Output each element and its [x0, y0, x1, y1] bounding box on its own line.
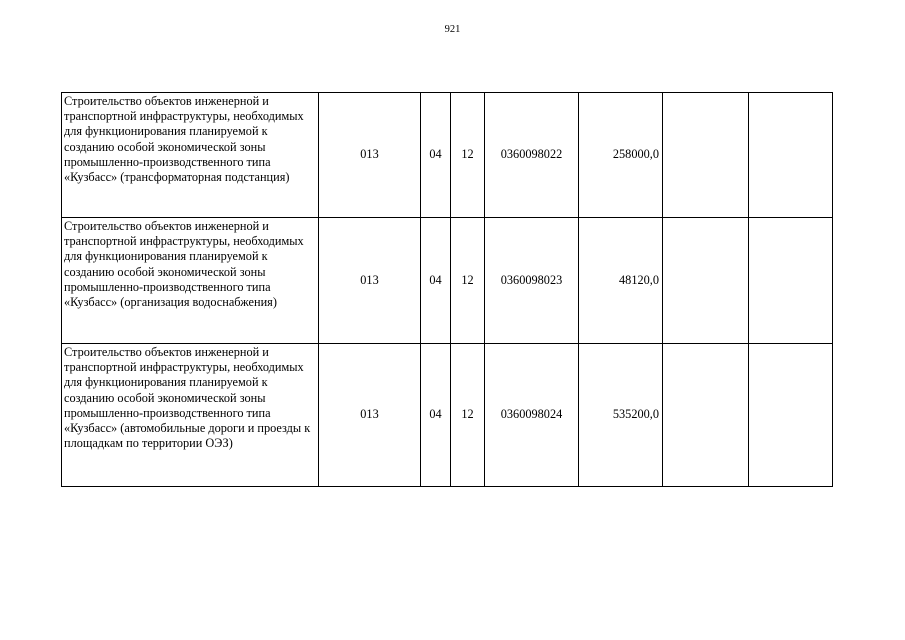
table-row	[62, 344, 833, 487]
row-description: Строительство объектов инженерной и транспортной инфраструктуры, необходимых для функционирования планируемой к созданию особой экономической зоны промышленно-производственного типа «Кузбасс» (автомобильные дороги и проезды к площадкам по территории ОЭЗ)	[62, 344, 319, 487]
section-cell: 04	[421, 93, 451, 218]
amount-cell: 48120,0	[579, 218, 663, 344]
empty-cell	[663, 218, 749, 344]
section-cell: 04	[421, 218, 451, 344]
empty-cell	[749, 93, 833, 218]
amount-cell: 535200,0	[579, 344, 663, 487]
empty-cell	[749, 344, 833, 487]
table-row	[62, 93, 833, 218]
target-item-cell: 0360098024	[485, 344, 579, 487]
page-number: 921	[444, 24, 461, 35]
subsection-cell: 12	[451, 93, 485, 218]
subsection-cell: 12	[451, 218, 485, 344]
amount-cell: 258000,0	[579, 93, 663, 218]
empty-cell	[663, 344, 749, 487]
table-row	[62, 218, 833, 344]
ministry-code-cell: 013	[319, 344, 421, 487]
target-item-cell: 0360098022	[485, 93, 579, 218]
budget-table	[61, 92, 833, 487]
ministry-code-cell: 013	[319, 93, 421, 218]
row-description: Строительство объектов инженерной и транспортной инфраструктуры, необходимых для функционирования планируемой к созданию особой экономической зоны промышленно-производственного типа «Кузбасс» (трансформаторная подстанция)	[62, 93, 319, 218]
ministry-code-cell: 013	[319, 218, 421, 344]
target-item-cell: 0360098023	[485, 218, 579, 344]
row-description: Строительство объектов инженерной и транспортной инфраструктуры, необходимых для функционирования планируемой к созданию особой экономической зоны промышленно-производственного типа «Кузбасс» (организация водоснабжения)	[62, 218, 319, 344]
section-cell: 04	[421, 344, 451, 487]
subsection-cell: 12	[451, 344, 485, 487]
empty-cell	[663, 93, 749, 218]
empty-cell	[749, 218, 833, 344]
